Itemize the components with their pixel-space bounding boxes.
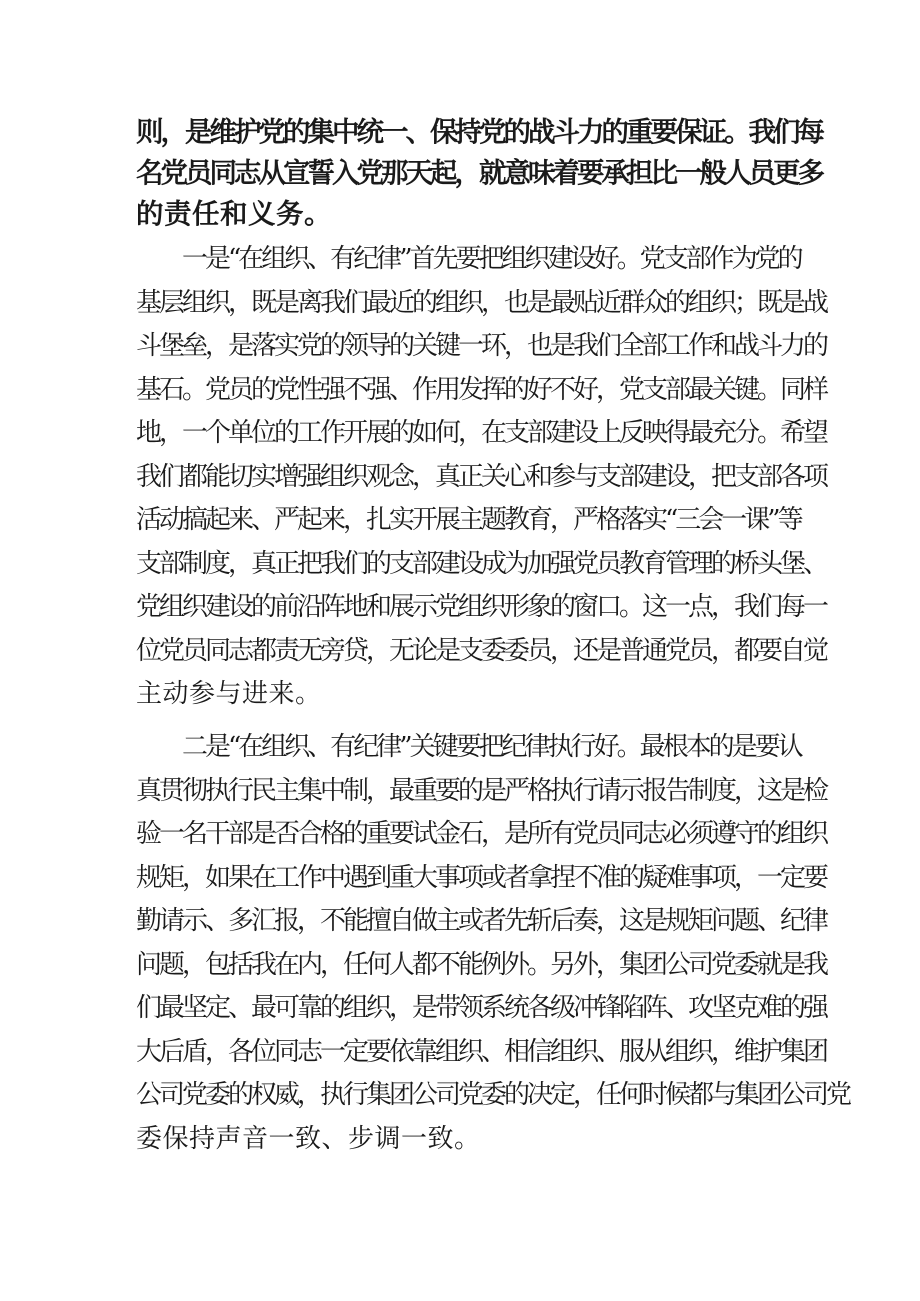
text-line: 勤请示、多汇报，不能擅自做主或者先斩后奏，这是规矩问题、纪律	[136, 906, 827, 936]
intro-paragraph	[136, 112, 822, 235]
text-line: 地，一个单位的工作开展的如何，在支部建设上反映得最充分。希望	[136, 418, 827, 448]
text-line: 基石。党员的党性强不强、作用发挥的好不好，党支部最关键。同样	[136, 374, 827, 405]
text-line: 真贯彻执行民主集中制，最重要的是严格执行请示报告制度，这是检	[136, 775, 827, 806]
text-line: 位党员同志都责无旁贷，无论是支委委员，还是普通党员，都要自觉	[136, 635, 827, 666]
text-line: 验一名干部是否合格的重要试金石，是所有党员同志必须遵守的组织	[136, 819, 827, 849]
text-line: 问题，包括我在内，任何人都不能例外。另外，集团公司党委就是我	[136, 949, 827, 980]
text-line: 支部制度，真正把我们的支部建设成为加强党员教育管理的桥头堡、	[136, 548, 827, 579]
text-line: 主动参与进来。	[136, 679, 322, 709]
text-line: 二是“在组织、有纪律”关键要把纪律执行好。最根本的是要认	[136, 732, 801, 762]
text-line: 大后盾，各位同志一定要依靠组织、相信组织、服从组织，维护集团	[136, 1036, 827, 1067]
text-line: 规矩，如果在工作中遇到重大事项或者拿捏不准的疑难事项，一定要	[136, 862, 827, 893]
text-line: 活动搞起来、严起来，扎实开展主题教育，严格落实“三会一课”等	[136, 505, 801, 535]
text-line: 委保持声音一致、步调一致。	[136, 1123, 481, 1154]
text-line: 公司党委的权威，执行集团公司党委的决定，任何时候都与集团公司党	[136, 1080, 850, 1110]
text-line: 名党员同志从宣誓入党那天起，就意味着要承担比一般人员更多	[136, 157, 822, 189]
text-line: 我们都能切实增强组织观念，真正关心和参与支部建设，把支部各项	[136, 461, 827, 492]
text-line: 党组织建设的前沿阵地和展示党组织形象的窗口。这一点，我们每一	[136, 592, 827, 622]
text-line: 们最坚定、最可靠的组织，是带领系统各级冲锋陷阵、攻坚克难的强	[136, 993, 827, 1023]
text-line: 基层组织，既是离我们最近的组织，也是最贴近群众的组织；既是战	[136, 287, 827, 318]
text-line: 则，是维护党的集中统一、保持党的战斗力的重要保证。我们每	[136, 116, 822, 148]
text-line: 一是“在组织、有纪律”首先要把组织建设好。党支部作为党的	[136, 244, 801, 274]
second-point-paragraph	[136, 726, 850, 1161]
first-point-paragraph	[136, 238, 827, 717]
text-line: 斗堡垒，是落实党的领导的关键一环，也是我们全部工作和战斗力的	[136, 331, 827, 361]
text-line: 的责任和义务。	[136, 198, 332, 230]
